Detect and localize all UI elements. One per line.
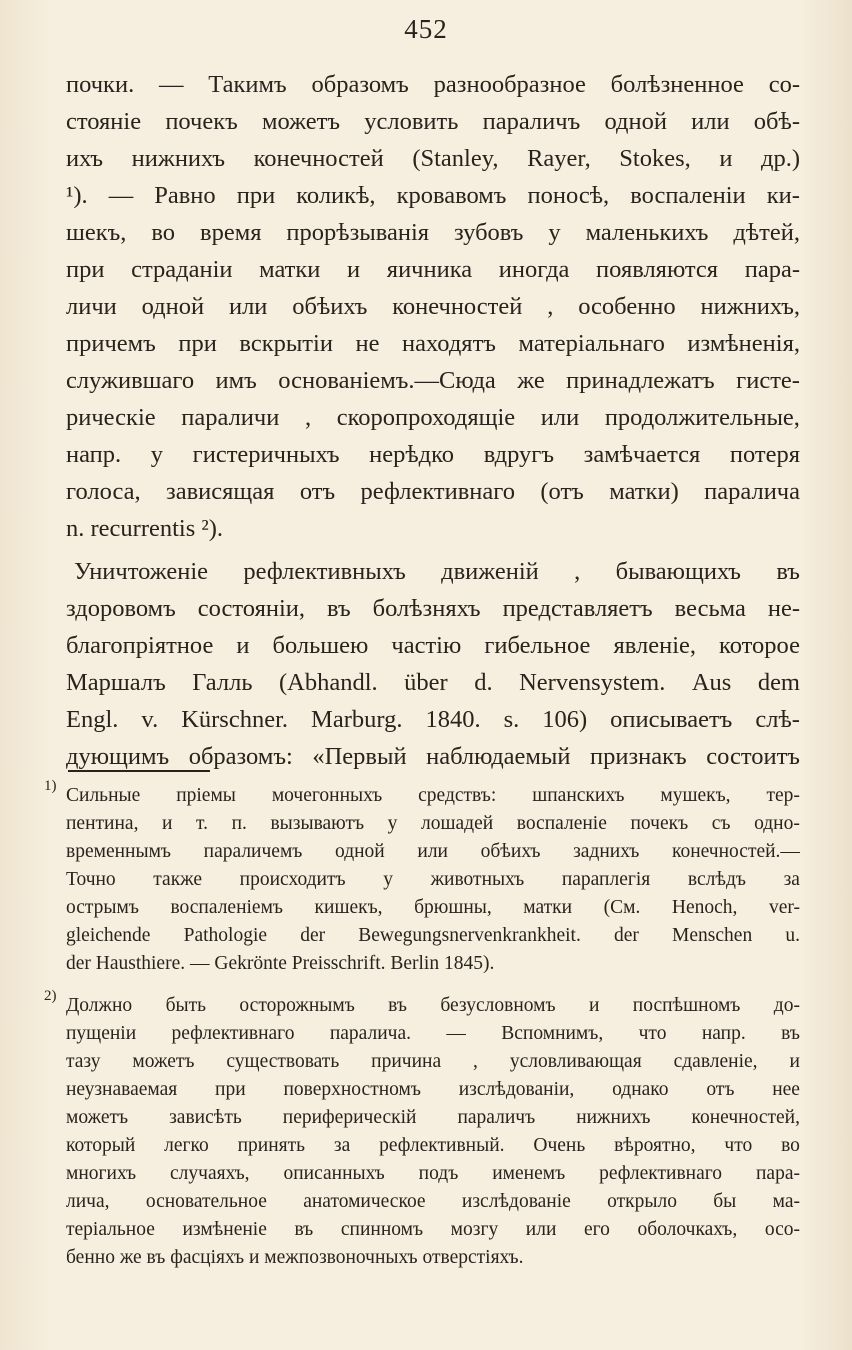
footnote-line: тазу можетъ существовать причина , условливающая сдавленіе, и	[66, 1051, 800, 1072]
text-line: при страданіи матки и яичника иногда появляются пара-	[66, 256, 800, 283]
text-line: стояніе почекъ можетъ условить параличъ одной или обѣ-	[66, 108, 800, 135]
text-line: дующимъ образомъ: «Первый наблюдаемый признакъ состоитъ	[66, 743, 800, 770]
footnote-line: Должно быть осторожнымъ въ безусловномъ и поспѣшномъ до-	[66, 995, 800, 1016]
footnote-line: пущеніи рефлективнаго паралича. — Вспомнимъ, что напр. въ	[66, 1023, 800, 1044]
text-line: почки. — Такимъ образомъ разнообразное болѣзненное со-	[66, 71, 800, 98]
footnote-line: острымъ воспаленіемъ кишекъ, брюшны, матки (См. Henoch, ver-	[66, 897, 800, 918]
footnote-line: der Hausthiere. — Gekrönte Preisschrift. Berlin 1845).	[66, 953, 495, 974]
text-line: здоровомъ состояніи, въ болѣзняхъ представляетъ весьма не-	[66, 595, 800, 622]
text-line: шекъ, во время прорѣзыванія зубовъ у маленькихъ дѣтей,	[66, 219, 800, 246]
footnote-line: Точно также происходитъ у животныхъ параплегія вслѣдъ за	[66, 869, 800, 890]
footnote-2-text	[66, 992, 800, 1272]
text-line: причемъ при вскрытіи не находятъ матеріальнаго измѣненія,	[66, 330, 800, 357]
footnote-line: можетъ зависѣть периферическій параличъ нижнихъ конечностей,	[66, 1107, 800, 1128]
text-line: ¹). — Равно при коликѣ, кровавомъ поносѣ, воспаленіи ки-	[66, 182, 800, 209]
footnote-line: временнымъ параличемъ одной или обѣихъ заднихъ конечностей.—	[66, 841, 800, 862]
footnote-line: Сильные пріемы мочегонныхъ средствъ: шпанскихъ мушекъ, тер-	[66, 785, 800, 806]
footnote-line: многихъ случаяхъ, описанныхъ подъ именемъ рефлективнаго пара-	[66, 1163, 800, 1184]
footnote-line: который легко принять за рефлективный. Очень вѣроятно, что во	[66, 1135, 800, 1156]
footnote-1-text	[66, 782, 800, 978]
footnote-line: пентина, и т. п. вызываютъ у лошадей воспаленіе почекъ съ одно-	[66, 813, 800, 834]
text-line: Уничтоженіе рефлективныхъ движеній , бывающихъ въ	[74, 558, 800, 585]
text-line: напр. у гистеричныхъ нерѣдко вдругъ замѣчается потеря	[66, 441, 800, 468]
text-line: Маршалъ Галль (Abhandl. über d. Nervensystem. Aus dem	[66, 669, 800, 696]
text-line: n. recurrentis ²).	[66, 515, 224, 542]
main-text	[66, 66, 800, 775]
text-line: рическіе параличи , скоропроходящіе или продолжительные,	[66, 404, 800, 431]
text-line: Engl. v. Kürschner. Marburg. 1840. s. 106) описываетъ слѣ-	[66, 706, 800, 733]
footnote-2-marker: 2)	[44, 988, 57, 1004]
text-line: личи одной или обѣихъ конечностей , особенно нижнихъ,	[66, 293, 800, 320]
footnote-2	[44, 988, 800, 1272]
text-line: ихъ нижнихъ конечностей (Stanley, Rayer, Stokes, и др.)	[66, 145, 800, 172]
footnote-line: бенно же въ фасціяхъ и межпозвоночныхъ отверстіяхъ.	[66, 1247, 524, 1268]
page-number: 452	[404, 14, 448, 44]
text-line: голоса, зависящая отъ рефлективнаго (отъ матки) паралича	[66, 478, 800, 505]
footnote-line: неузнаваемая при поверхностномъ изслѣдованіи, однако отъ нее	[66, 1079, 800, 1100]
text-line: благопріятное и большею частію гибельное явленіе, которое	[66, 632, 800, 659]
footnote-1-marker: 1)	[44, 778, 57, 794]
footnotes	[44, 778, 800, 1272]
footnote-1	[44, 778, 800, 978]
text-line: служившаго имъ основаніемъ.—Сюда же принадлежатъ гисте-	[66, 367, 800, 394]
footnote-line: теріальное измѣненіе въ спинномъ мозгу или его оболочкахъ, осо-	[66, 1219, 800, 1240]
footnote-separator	[68, 770, 210, 772]
footnote-line: лича, основательное анатомическое изслѣдованіе открыло бы ма-	[66, 1191, 800, 1212]
footnote-line: gleichende Pathologie der Bewegungsnervenkrankheit. der Menschen u.	[66, 925, 800, 946]
